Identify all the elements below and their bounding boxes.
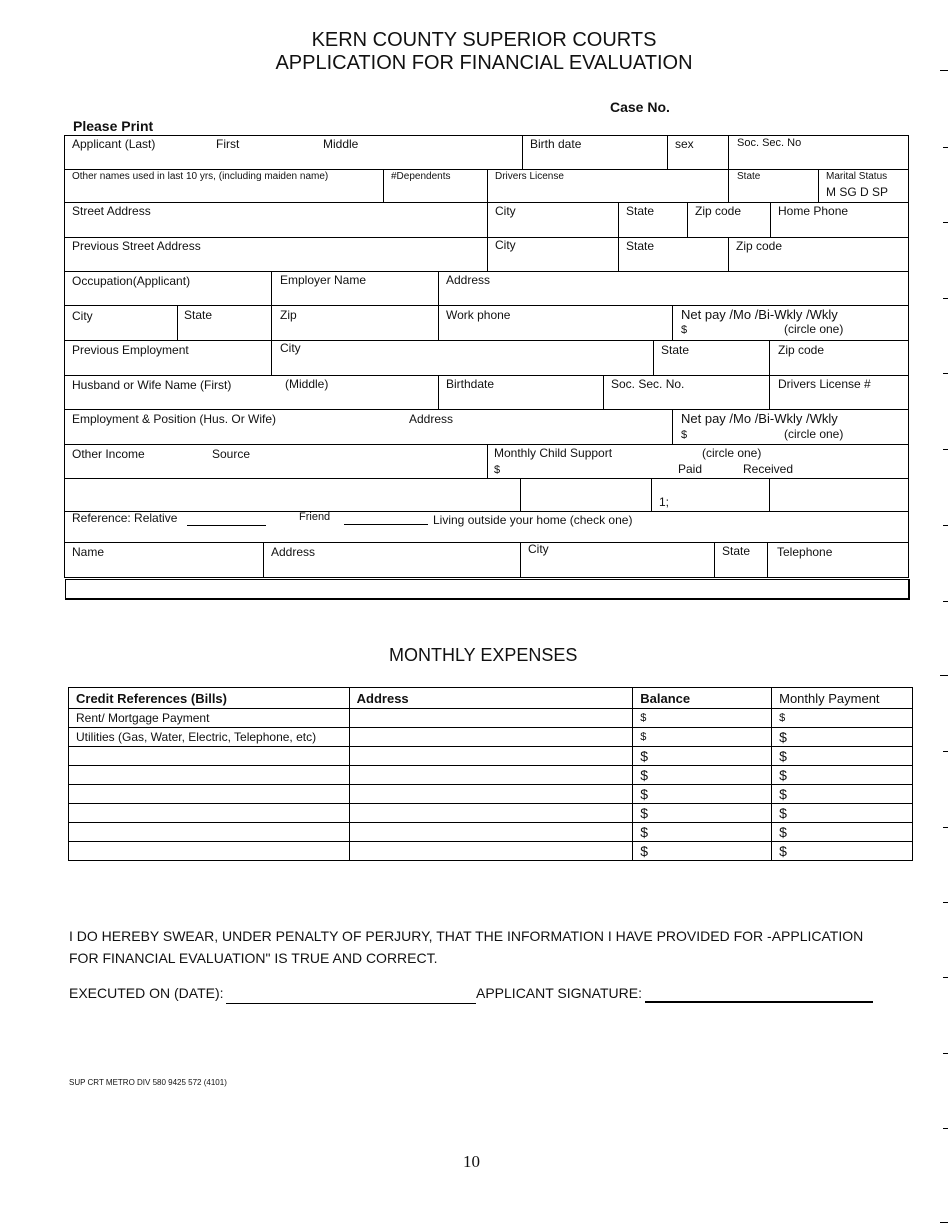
table-row <box>69 747 913 766</box>
court-title: KERN COUNTY SUPERIOR COURTS <box>311 29 657 51</box>
bill-name-cell[interactable] <box>69 823 350 842</box>
city-label: City <box>72 309 93 323</box>
employer-name-label: Employer Name <box>280 273 367 287</box>
header-monthly-payment: Monthly Payment <box>772 688 913 709</box>
monthly-payment-cell[interactable]: $ <box>772 709 913 728</box>
zip-code-label: Zip code <box>736 239 783 253</box>
occupation-label: Occupation(Applicant) <box>72 274 191 288</box>
monthly-payment-cell[interactable]: $ <box>772 766 913 785</box>
spouse-employment-label: Employment & Position (Hus. Or Wife) <box>72 412 277 426</box>
bill-name-cell[interactable] <box>69 747 350 766</box>
stray-mark: 1; <box>659 495 670 509</box>
monthly-payment-cell[interactable]: $ <box>772 804 913 823</box>
bill-address-cell[interactable] <box>349 728 633 747</box>
executed-date-line[interactable] <box>226 1003 476 1004</box>
street-address-label: Street Address <box>72 204 151 218</box>
city-label: City <box>495 204 516 218</box>
header-credit-references: Credit References (Bills) <box>69 688 350 709</box>
form-code: SUP CRT METRO DIV 580 9425 572 (4101) <box>69 1078 227 1087</box>
circle-one-label: (circle one) <box>784 427 844 441</box>
bill-address-cell[interactable] <box>349 823 633 842</box>
declaration-line-1: I DO HEREBY SWEAR, UNDER PENALTY OF PERJURY, THAT THE INFORMATION I HAVE PROVIDED FOR -APPLICATION <box>69 928 864 944</box>
please-print-label: Please Print <box>73 118 154 134</box>
balance-cell[interactable]: $ <box>633 728 772 747</box>
birth-date-label: Birth date <box>530 137 582 151</box>
reference-state-label: State <box>722 544 751 558</box>
employer-address-label: Address <box>446 273 491 287</box>
applicant-last-label: Applicant (Last) <box>72 137 156 151</box>
spouse-address-label: Address <box>409 412 454 426</box>
monthly-payment-cell[interactable]: $ <box>772 785 913 804</box>
page-number: 10 <box>463 1152 480 1171</box>
table-row <box>69 709 913 728</box>
case-no-label: Case No. <box>610 99 670 115</box>
work-phone-label: Work phone <box>446 308 511 322</box>
reference-city-label: City <box>528 542 549 556</box>
middle-name-label: Middle <box>323 137 359 151</box>
table-row <box>69 766 913 785</box>
bill-address-cell[interactable] <box>349 766 633 785</box>
spouse-net-pay-label: Net pay /Mo /Bi-Wkly /Wkly <box>681 411 838 426</box>
drivers-license-label: Drivers License <box>495 171 564 182</box>
bill-address-cell[interactable] <box>349 842 633 861</box>
bill-address-cell[interactable] <box>349 785 633 804</box>
monthly-payment-cell[interactable]: $ <box>772 747 913 766</box>
state-label: State <box>661 343 690 357</box>
net-pay-label: Net pay /Mo /Bi-Wkly /Wkly <box>681 307 838 322</box>
relative-blank[interactable] <box>187 525 266 526</box>
balance-cell[interactable]: $ <box>633 785 772 804</box>
living-outside-label: Living outside your home (check one) <box>433 513 633 527</box>
friend-label: Friend <box>299 511 331 523</box>
other-income-label: Other Income <box>72 447 145 461</box>
declaration-line-2: FOR FINANCIAL EVALUATION" IS TRUE AND CORRECT. <box>69 950 438 966</box>
balance-cell[interactable]: $ <box>633 747 772 766</box>
reference-telephone-label: Telephone <box>777 545 833 559</box>
marital-options[interactable]: M SG D SP <box>826 185 889 199</box>
bill-name-cell[interactable] <box>69 804 350 823</box>
balance-cell[interactable]: $ <box>633 766 772 785</box>
bill-name-cell[interactable] <box>69 785 350 804</box>
table-row <box>69 842 913 861</box>
city-label: City <box>495 238 516 252</box>
spouse-birthdate-label: Birthdate <box>446 377 495 391</box>
bill-address-cell[interactable] <box>349 709 633 728</box>
prev-employment-label: Previous Employment <box>72 343 189 357</box>
state-label: State <box>184 308 213 322</box>
monthly-payment-cell[interactable]: $ <box>772 728 913 747</box>
applicant-signature-label: APPLICANT SIGNATURE: <box>476 985 642 1001</box>
source-label: Source <box>212 447 251 461</box>
first-name-label: First <box>216 137 240 151</box>
table-row <box>69 804 913 823</box>
bill-name-cell[interactable] <box>69 842 350 861</box>
other-names-label: Other names used in last 10 yrs, (including maiden name) <box>72 171 329 182</box>
extra-blank-row[interactable] <box>65 579 910 600</box>
net-pay-dollar: $ <box>681 324 688 336</box>
circle-one-label: (circle one) <box>702 446 762 460</box>
bill-address-cell[interactable] <box>349 747 633 766</box>
child-support-label: Monthly Child Support <box>494 446 613 460</box>
zip-code-label: Zip code <box>695 204 742 218</box>
marital-status-label: Marital Status <box>826 171 888 182</box>
state-label: State <box>626 204 655 218</box>
monthly-expenses-title: MONTHLY EXPENSES <box>389 645 578 665</box>
spouse-middle-label: (Middle) <box>285 377 329 391</box>
home-phone-label: Home Phone <box>778 204 849 218</box>
table-row <box>69 823 913 842</box>
prev-street-address-label: Previous Street Address <box>72 239 201 253</box>
friend-blank[interactable] <box>344 524 428 525</box>
city-label: City <box>280 341 301 355</box>
reference-relative-label: Reference: Relative <box>72 511 178 525</box>
bill-address-cell[interactable] <box>349 804 633 823</box>
balance-cell[interactable]: $ <box>633 709 772 728</box>
reference-address-label: Address <box>271 545 316 559</box>
monthly-payment-cell[interactable]: $ <box>772 823 913 842</box>
paid-option[interactable]: Paid <box>678 462 703 476</box>
state-label: State <box>626 239 655 253</box>
balance-cell[interactable]: $ <box>633 823 772 842</box>
circle-one-label: (circle one) <box>784 322 844 336</box>
state-label: State <box>737 171 761 182</box>
table-row <box>69 728 913 747</box>
spouse-ssn-label: Soc. Sec. No. <box>611 377 685 391</box>
zip-label: Zip <box>280 308 297 322</box>
spouse-drivers-license-label: Drivers License # <box>778 377 871 391</box>
header-balance: Balance <box>633 688 772 709</box>
bill-name-cell[interactable] <box>69 766 350 785</box>
bill-name-cell[interactable]: Rent/ Mortgage Payment <box>69 709 350 728</box>
received-option[interactable]: Received <box>743 462 794 476</box>
child-support-dollar: $ <box>494 464 501 476</box>
signature-line[interactable] <box>645 1001 873 1003</box>
form-title: APPLICATION FOR FINANCIAL EVALUATION <box>275 52 693 74</box>
header-address: Address <box>349 688 633 709</box>
sex-label: sex <box>675 137 694 151</box>
monthly-payment-cell[interactable]: $ <box>772 842 913 861</box>
table-row <box>69 785 913 804</box>
spouse-name-label: Husband or Wife Name (First) <box>72 378 232 392</box>
executed-on-label: EXECUTED ON (DATE): <box>69 985 224 1001</box>
balance-cell[interactable]: $ <box>633 804 772 823</box>
ssn-label: Soc. Sec. No <box>737 137 802 149</box>
balance-cell[interactable]: $ <box>633 842 772 861</box>
spouse-net-pay-dollar: $ <box>681 429 688 441</box>
bill-name-cell[interactable]: Utilities (Gas, Water, Electric, Telephone, etc) <box>69 728 350 747</box>
table-header-row <box>69 688 913 709</box>
dependents-label: #Dependents <box>391 171 451 182</box>
reference-name-label: Name <box>72 545 105 559</box>
expenses-table <box>68 687 913 861</box>
zip-code-label: Zip code <box>778 343 825 357</box>
